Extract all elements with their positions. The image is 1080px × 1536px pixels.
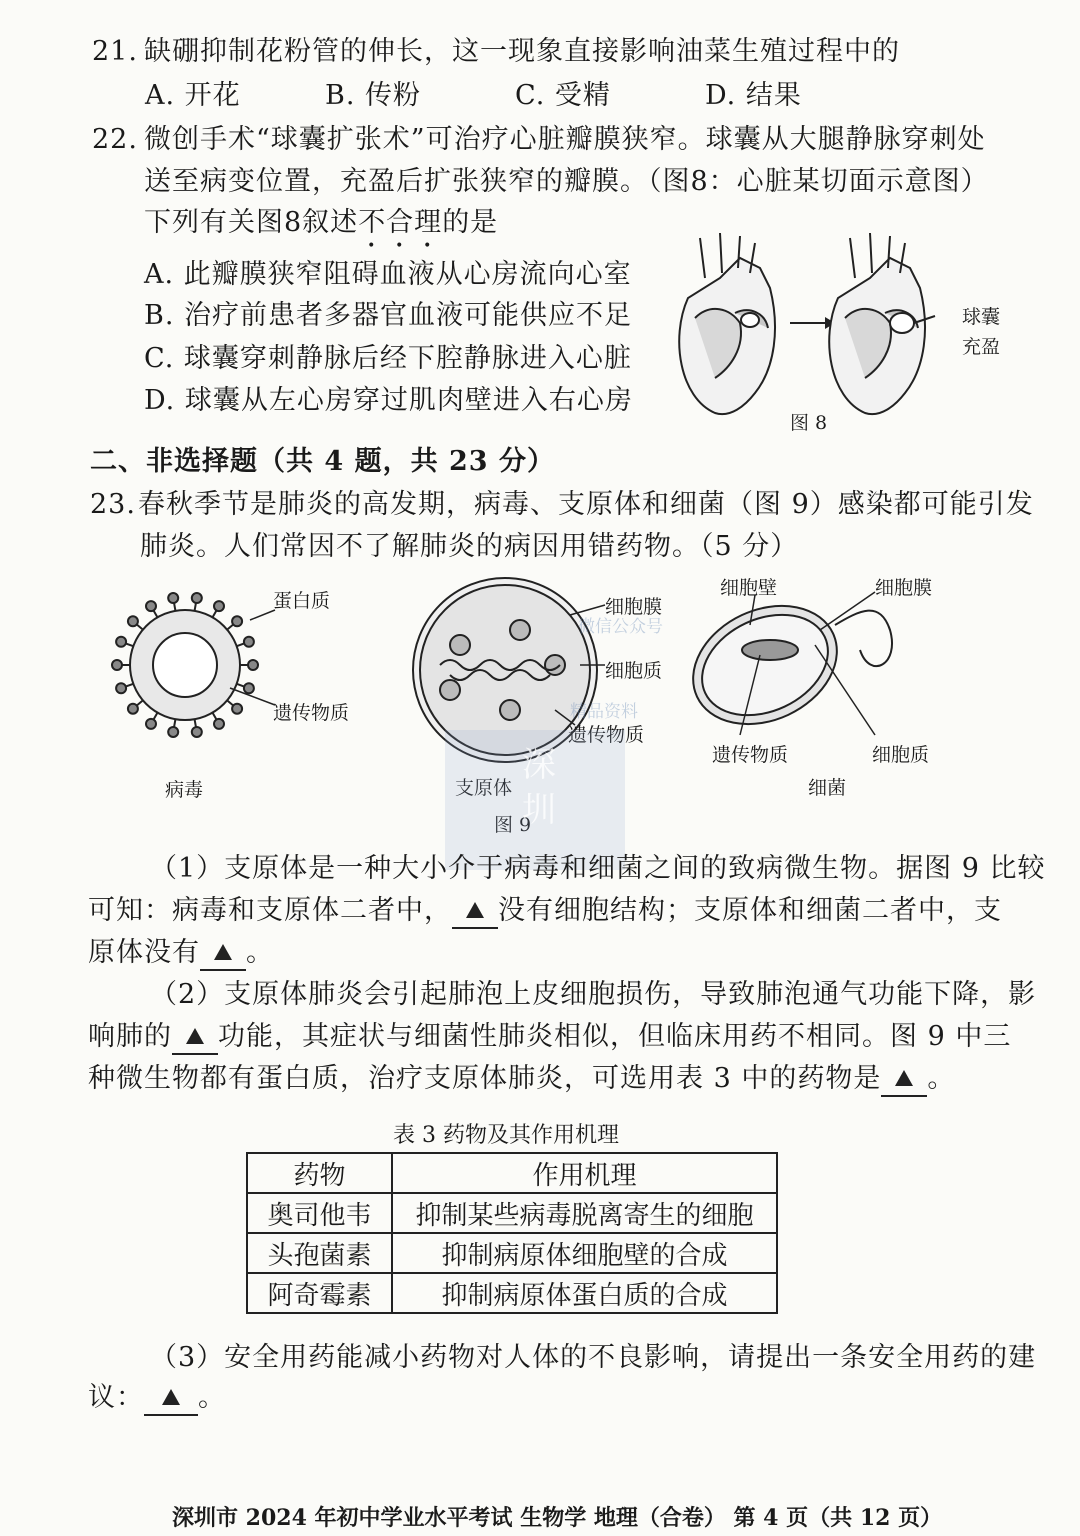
q22-stem-3b: 的是 <box>442 207 499 238</box>
virus-spike-head <box>116 637 126 647</box>
q23-p2-line2 <box>88 1019 1011 1057</box>
q22-stem-3a: 下列有关图8叙述 <box>144 207 359 238</box>
q21-stem-line <box>92 34 900 70</box>
table-row <box>247 1193 777 1233</box>
q21-option-b: B. 传粉 <box>325 80 422 111</box>
q23-p1-line3 <box>88 935 274 973</box>
q23-p1-line1: （1）支原体是一种大小介于病毒和细菌之间的致病微生物。据图 9 比较 <box>150 853 1046 884</box>
watermark-text-b: 精品资料 <box>570 702 638 722</box>
answer-blank-5[interactable] <box>144 1378 198 1416</box>
virus-illustration <box>112 593 258 737</box>
q23-p1-line3-a: 原体没有 <box>88 937 200 968</box>
virus-spike-head <box>128 704 138 714</box>
table-3 <box>246 1152 778 1314</box>
virus-spike-head <box>168 593 178 603</box>
triangle-icon <box>186 1028 204 1044</box>
q22-stem-line3 <box>144 205 498 254</box>
virus-spike-head <box>244 637 254 647</box>
page-footer: 深圳市 2024 年初中学业水平考试 生物学 地理（合卷） 第 4 页（共 12 页） <box>172 1505 943 1531</box>
mycoplasma-label-membrane: 细胞膜 <box>605 596 663 618</box>
q23-p2-line3-b: 。 <box>927 1063 956 1094</box>
answer-blank-4[interactable] <box>881 1059 927 1097</box>
q23-p2-line2-a: 响肺的 <box>88 1021 172 1052</box>
table-3-title: 表 3 药物及其作用机理 <box>393 1123 619 1148</box>
bacteria-illustration <box>674 583 892 746</box>
mycoplasma-label-genetic: 遗传物质 <box>568 724 645 746</box>
q23-p3-line2-b: 。 <box>198 1382 226 1413</box>
table-cell-drug: 头孢菌素 <box>247 1233 392 1273</box>
q23-p1-line2 <box>88 893 1002 931</box>
q21-options <box>145 78 802 114</box>
bacteria-label-cytoplasm: 细胞质 <box>872 744 930 766</box>
virus-label-genetic: 遗传物质 <box>273 702 350 724</box>
table-cell-mechanism: 抑制病原体蛋白质的合成 <box>392 1273 777 1313</box>
triangle-icon <box>214 944 232 960</box>
figure-8-label-inflated: 充盈 <box>962 336 1001 358</box>
q23-p3-line1: （3）安全用药能减小药物对人体的不良影响，请提出一条安全用药的建 <box>150 1342 1037 1373</box>
table-header-drug: 药物 <box>247 1153 392 1193</box>
q21-stem: 缺硼抑制花粉管的伸长，这一现象直接影响油菜生殖过程中的 <box>144 36 900 67</box>
q22-stem-2: 送至病变位置，充盈后扩张狭窄的瓣膜。（图8：心脏某切面示意图） <box>144 166 989 197</box>
triangle-icon <box>466 902 484 918</box>
answer-blank-3[interactable] <box>172 1017 218 1055</box>
bacteria-name: 细菌 <box>808 777 847 799</box>
figure-9-caption: 图 9 <box>494 814 532 836</box>
table-row <box>247 1273 777 1313</box>
q23-stem-line1 <box>90 487 1034 523</box>
virus-spike-head <box>116 683 126 693</box>
q23-p1-line2-a: 可知：病毒和支原体二者中， <box>88 895 452 926</box>
virus-spike-head <box>112 660 122 670</box>
q22-stem-line1 <box>92 122 986 158</box>
q23-stem-2: 肺炎。人们常因不了解肺炎的病因用错药物。（5 分） <box>140 531 799 562</box>
q23-p1-line3-b: 。 <box>246 937 274 968</box>
q23-stem-1: 春秋季节是肺炎的高发期，病毒、支原体和细菌（图 9）感染都可能引发 <box>138 489 1034 520</box>
triangle-icon <box>895 1070 913 1086</box>
mycoplasma-name: 支原体 <box>455 777 513 799</box>
virus-spike-head <box>232 704 242 714</box>
table-cell-drug: 奥司他韦 <box>247 1193 392 1233</box>
table-row <box>247 1233 777 1273</box>
watermark-char-2: 圳 <box>522 790 556 830</box>
q23-p2-line2-b: 功能，其症状与细菌性肺炎相似，但临床用药不相同。图 9 中三 <box>218 1021 1012 1052</box>
table-cell-drug: 阿奇霉素 <box>247 1273 392 1313</box>
virus-spike-head <box>146 719 156 729</box>
watermark-char-1: 深 <box>522 745 556 785</box>
virus-spike-head <box>192 593 202 603</box>
q23-p3-line2 <box>88 1380 226 1418</box>
section-2-title: 二、非选择题（共 4 题，共 23 分） <box>90 446 555 477</box>
figure-8-label-balloon: 球囊 <box>962 306 1001 328</box>
virus-spike-head <box>232 616 242 626</box>
virus-name: 病毒 <box>165 779 204 801</box>
q22-emphasis: 不合理 <box>358 207 443 238</box>
q22-option-a: A. 此瓣膜狭窄阻碍血液从心房流向心室 <box>144 259 632 290</box>
q23-p2-line3-a: 种微生物都有蛋白质，治疗支原体肺炎，可选用表 3 中的药物是 <box>88 1063 882 1094</box>
table-cell-mechanism: 抑制病原体细胞壁的合成 <box>392 1233 777 1273</box>
answer-blank-2[interactable] <box>200 933 246 971</box>
q22-stem-1: 微创手术“球囊扩张术”可治疗心脏瓣膜狭窄。球囊从大腿静脉穿刺处 <box>144 124 986 155</box>
q23-p2-line3 <box>88 1061 955 1099</box>
q22-option-b: B. 治疗前患者多器官血液可能供应不足 <box>144 300 633 331</box>
virus-spike-head <box>248 660 258 670</box>
q22-option-c: C. 球囊穿刺静脉后经下腔静脉进入心脏 <box>144 343 632 374</box>
q23-p1-line2-b: 没有细胞结构；支原体和细菌二者中，支 <box>498 895 1002 926</box>
mycoplasma-label-cytoplasm: 细胞质 <box>605 660 663 682</box>
virus-spike-head <box>192 727 202 737</box>
table-header-row <box>247 1153 777 1193</box>
q22-option-d: D. 球囊从左心房穿过肌肉壁进入右心房 <box>144 385 633 416</box>
virus-label-protein: 蛋白质 <box>273 590 331 612</box>
bacteria-label-membrane: 细胞膜 <box>875 577 933 599</box>
q23-p2-line1: （2）支原体肺炎会引起肺泡上皮细胞损伤，导致肺泡通气功能下降，影 <box>150 979 1037 1010</box>
figure-8-caption: 图 8 <box>790 412 828 434</box>
triangle-icon <box>162 1389 180 1405</box>
q23-p3-line2-a: 议： <box>88 1382 144 1413</box>
q22-number: 22. <box>92 124 138 155</box>
q21-option-c: C. 受精 <box>515 80 611 111</box>
virus-spike-head <box>146 601 156 611</box>
watermark-text-a: 微信公众号 <box>578 617 663 637</box>
table-cell-mechanism: 抑制某些病毒脱离寄生的细胞 <box>392 1193 777 1233</box>
virus-spike-head <box>214 719 224 729</box>
q23-number: 23. <box>90 489 136 520</box>
q21-option-a: A. 开花 <box>145 80 241 111</box>
virus-spike-head <box>168 727 178 737</box>
bacteria-label-wall: 细胞壁 <box>720 577 778 599</box>
virus-spike-head <box>128 616 138 626</box>
virus-spike-head <box>214 601 224 611</box>
bacteria-label-genetic: 遗传物质 <box>712 744 789 766</box>
answer-blank-1[interactable] <box>452 891 498 929</box>
virus-spike-head <box>244 683 254 693</box>
table-header-mechanism: 作用机理 <box>392 1153 777 1193</box>
q21-number: 21. <box>92 36 138 67</box>
q21-option-d: D. 结果 <box>705 80 802 111</box>
figure-8-heart-diagram <box>660 228 1010 428</box>
